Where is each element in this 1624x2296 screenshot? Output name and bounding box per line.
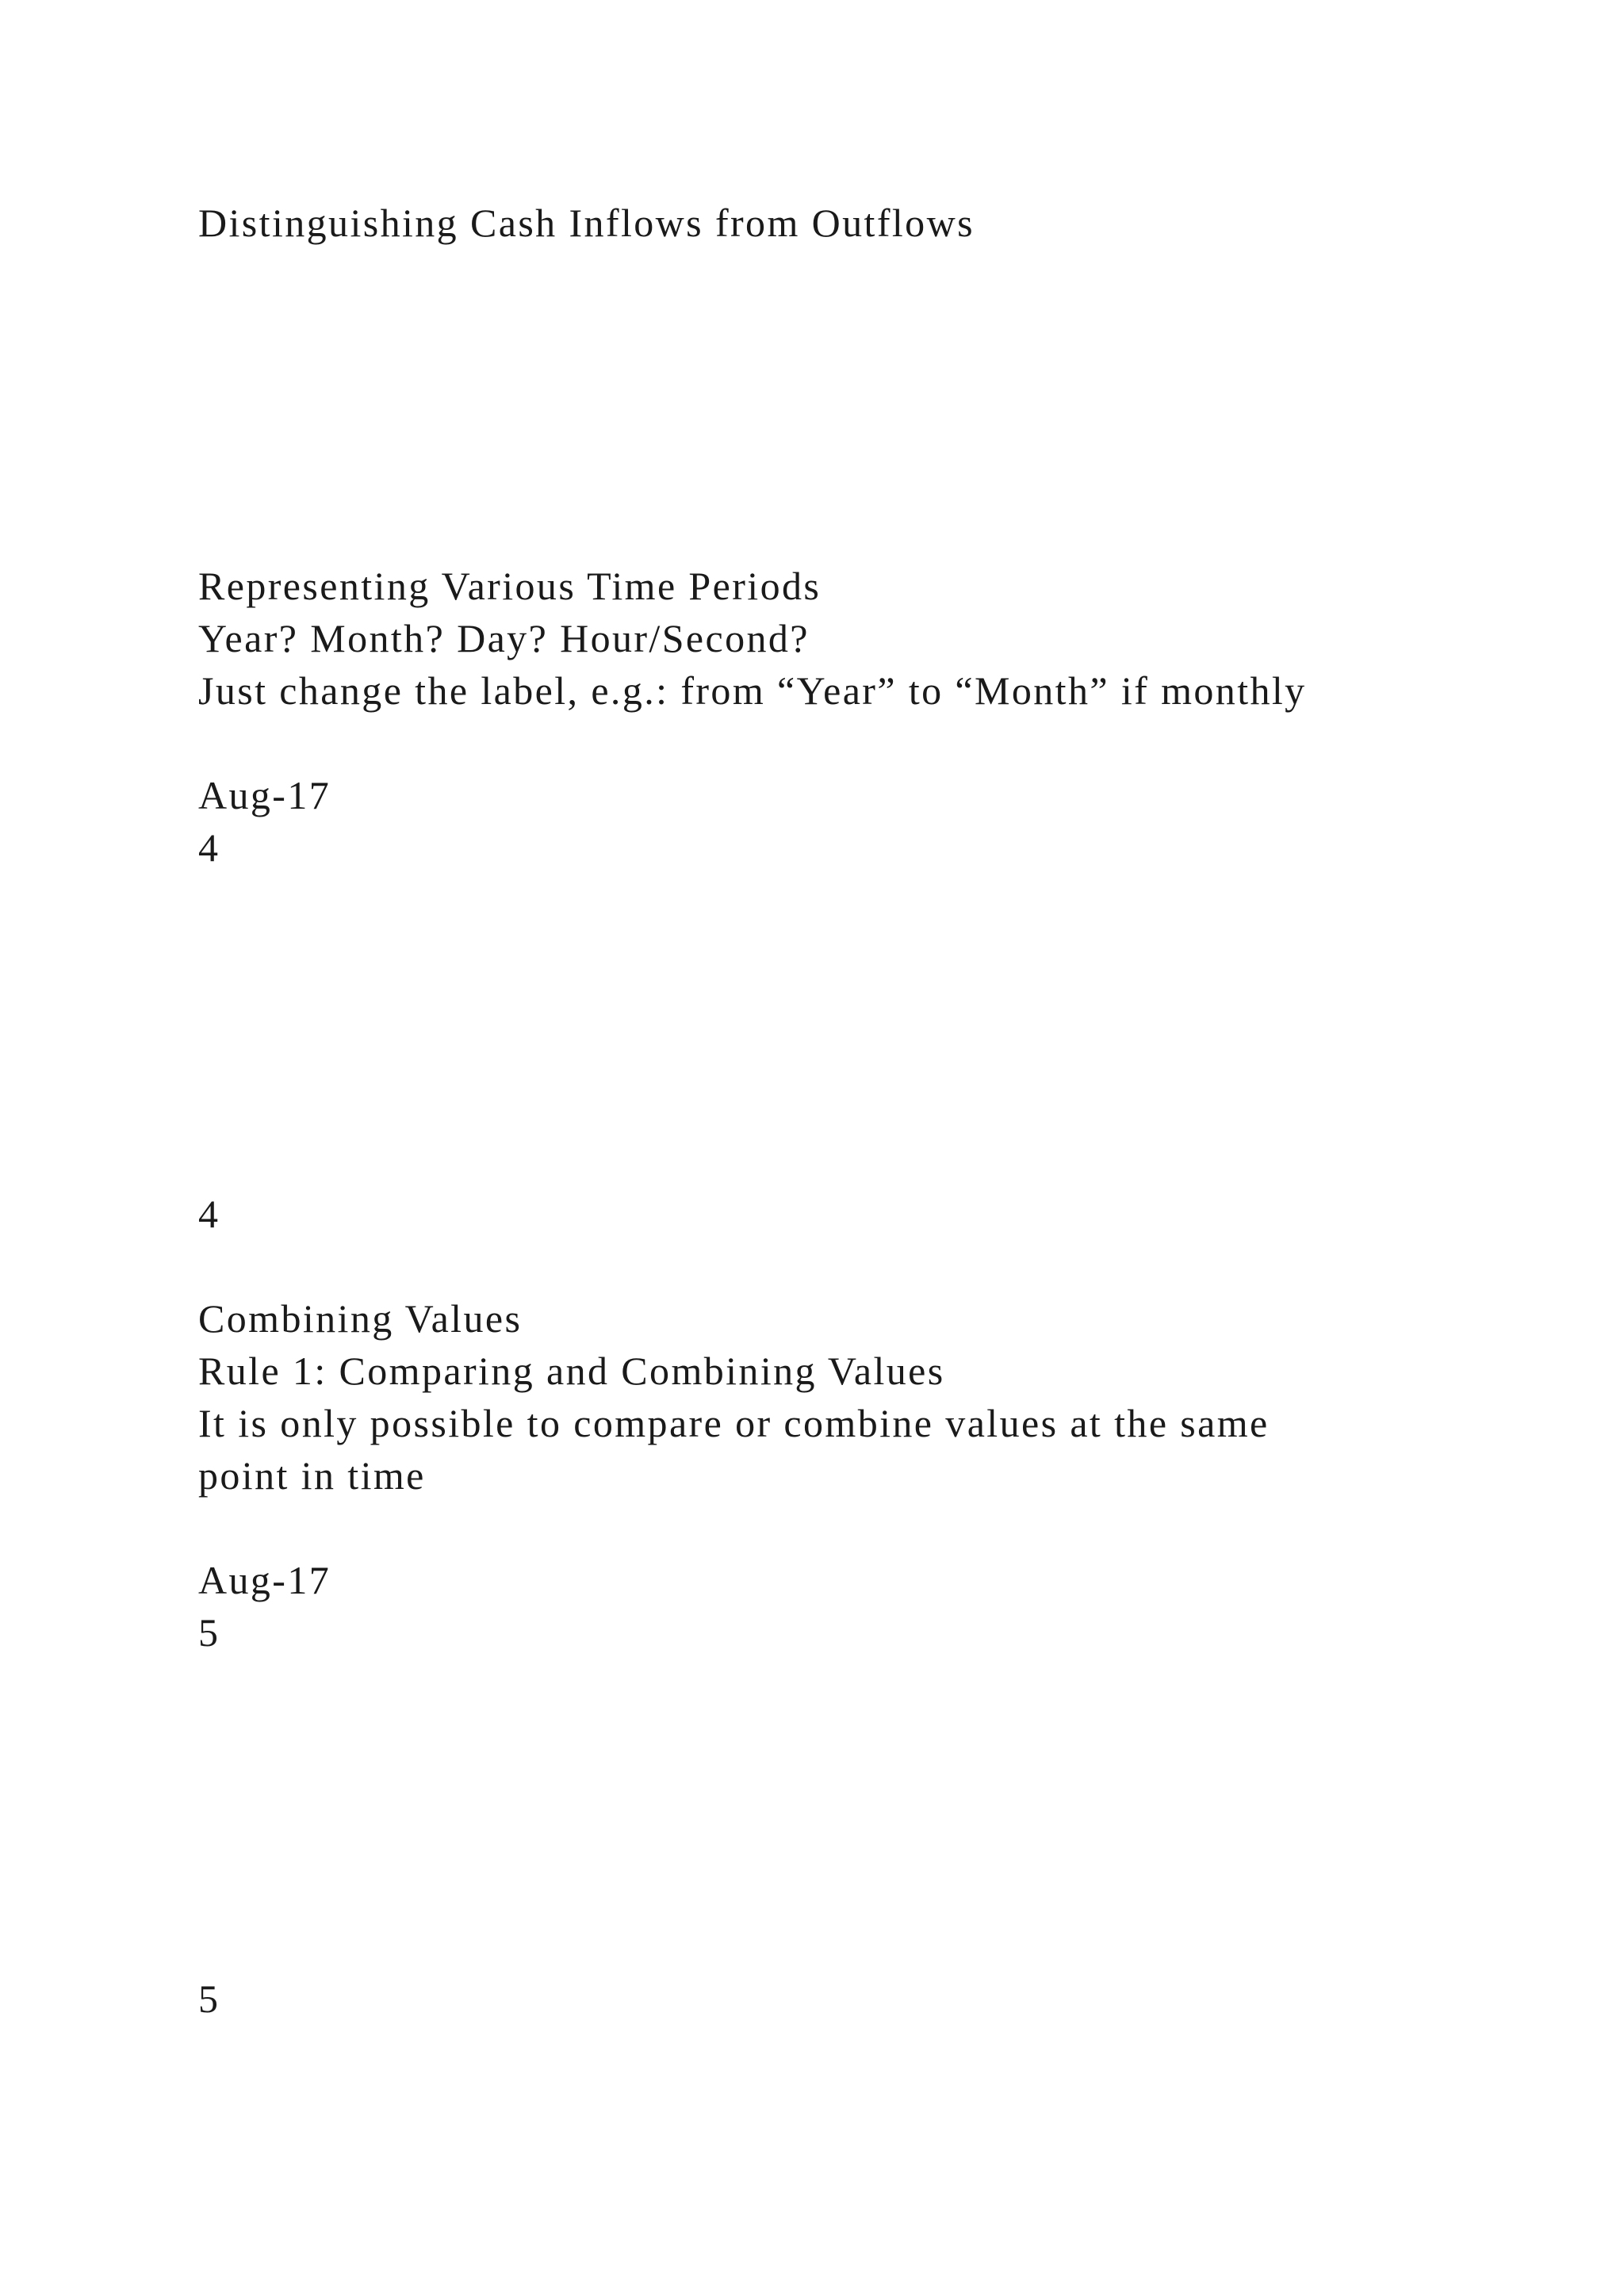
text-line: point in time [198,1453,426,1498]
page-number: 5 [198,1976,220,2021]
page-number: 5 [198,1610,220,1655]
section-title-time-periods: Representing Various Time Periods [198,564,822,608]
heading-cash-inflows-outflows: Distinguishing Cash Inflows from Outflows [198,201,975,245]
date-label: Aug-17 [198,1558,331,1602]
text-line: Year? Month? Day? Hour/Second? [198,616,810,660]
text-line: It is only possible to compare or combine values at the same [198,1401,1270,1445]
date-label: Aug-17 [198,773,331,817]
text-line: Just change the label, e.g.: from “Year” to “Month” if monthly [198,668,1307,713]
page-number: 4 [198,1192,220,1236]
section-title-combining-values: Combining Values [198,1296,523,1341]
text-line: Rule 1: Comparing and Combining Values [198,1349,945,1393]
page-number: 4 [198,825,220,870]
